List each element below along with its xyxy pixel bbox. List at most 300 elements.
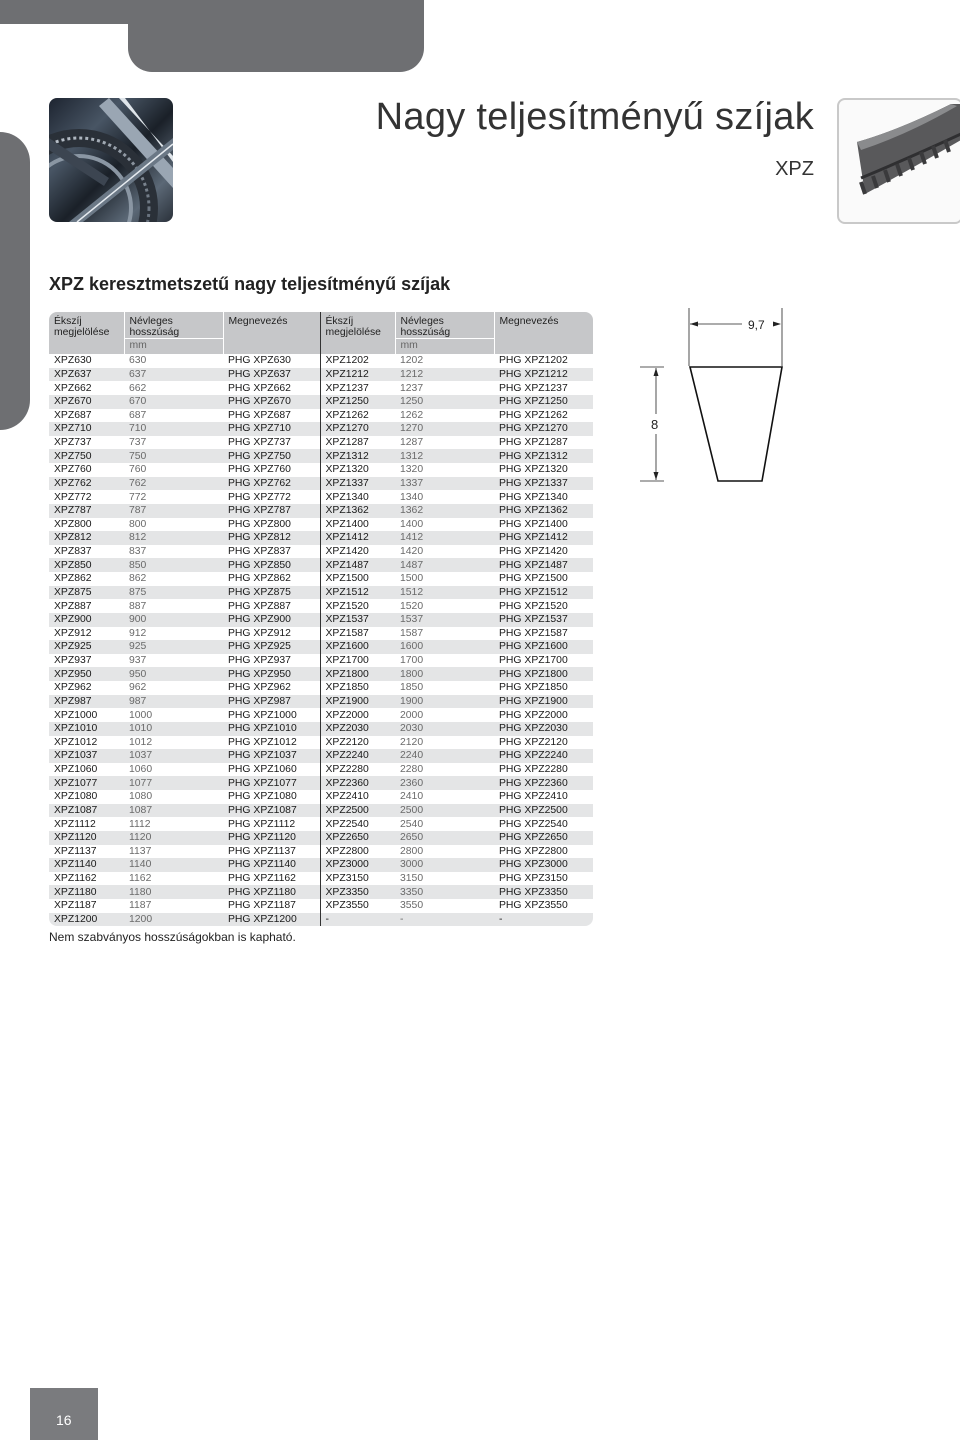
length-cell: 3350 xyxy=(395,885,494,899)
length-cell: 2030 xyxy=(395,722,494,736)
length-cell: 687 xyxy=(124,409,223,423)
name-cell: PHG XPZ1010 xyxy=(223,722,320,736)
page-number-box xyxy=(30,1388,98,1440)
name-cell: PHG XPZ800 xyxy=(223,518,320,532)
name-cell: PHG XPZ2650 xyxy=(494,831,593,845)
length-cell: 1600 xyxy=(395,640,494,654)
length-cell: 1202 xyxy=(395,354,494,368)
designation-cell: XPZ2030 xyxy=(320,722,395,736)
name-cell: PHG XPZ1187 xyxy=(223,899,320,913)
col-header-designation: Ékszíj megjelölése xyxy=(320,312,395,354)
name-cell: PHG XPZ2540 xyxy=(494,817,593,831)
name-cell: PHG XPZ637 xyxy=(223,368,320,382)
length-cell: 2240 xyxy=(395,749,494,763)
designation-cell: XPZ670 xyxy=(49,395,124,409)
designation-cell: XPZ2240 xyxy=(320,749,395,763)
designation-cell: XPZ787 xyxy=(49,504,124,518)
designation-cell: XPZ1337 xyxy=(320,477,395,491)
length-cell: 962 xyxy=(124,681,223,695)
table-row xyxy=(49,586,593,600)
length-cell: 1120 xyxy=(124,831,223,845)
col-header-unit: mm xyxy=(395,339,494,355)
designation-cell: XPZ1487 xyxy=(320,558,395,572)
name-cell: PHG XPZ1112 xyxy=(223,817,320,831)
table-row xyxy=(49,477,593,491)
length-cell: 925 xyxy=(124,640,223,654)
name-cell: PHG XPZ1140 xyxy=(223,858,320,872)
name-cell: PHG XPZ1250 xyxy=(494,395,593,409)
name-cell: PHG XPZ1212 xyxy=(494,368,593,382)
name-cell: PHG XPZ950 xyxy=(223,667,320,681)
name-cell: PHG XPZ772 xyxy=(223,490,320,504)
length-cell: 1320 xyxy=(395,463,494,477)
table-row xyxy=(49,831,593,845)
length-cell: 987 xyxy=(124,695,223,709)
designation-cell: XPZ710 xyxy=(49,422,124,436)
length-cell: 1112 xyxy=(124,817,223,831)
table-row xyxy=(49,749,593,763)
name-cell: PHG XPZ900 xyxy=(223,613,320,627)
designation-cell: XPZ1202 xyxy=(320,354,395,368)
name-cell: PHG XPZ1600 xyxy=(494,640,593,654)
length-cell: 1270 xyxy=(395,422,494,436)
designation-cell: XPZ962 xyxy=(49,681,124,695)
length-cell: 737 xyxy=(124,436,223,450)
length-cell: 2120 xyxy=(395,736,494,750)
length-cell: 2410 xyxy=(395,790,494,804)
name-cell: PHG XPZ1487 xyxy=(494,558,593,572)
designation-cell: XPZ2650 xyxy=(320,831,395,845)
designation-cell: XPZ1537 xyxy=(320,613,395,627)
length-cell: 2500 xyxy=(395,804,494,818)
length-cell: 1487 xyxy=(395,558,494,572)
table-row xyxy=(49,354,593,368)
name-cell: PHG XPZ1900 xyxy=(494,695,593,709)
table-row xyxy=(49,804,593,818)
name-cell: PHG XPZ1500 xyxy=(494,572,593,586)
name-cell: PHG XPZ787 xyxy=(223,504,320,518)
designation-cell: XPZ1362 xyxy=(320,504,395,518)
length-cell: 1000 xyxy=(124,708,223,722)
designation-cell: XPZ1012 xyxy=(49,736,124,750)
name-cell: - xyxy=(494,913,593,927)
table-row xyxy=(49,463,593,477)
designation-cell: XPZ3550 xyxy=(320,899,395,913)
length-cell: 670 xyxy=(124,395,223,409)
designation-cell: XPZ1900 xyxy=(320,695,395,709)
length-cell: 1400 xyxy=(395,518,494,532)
name-cell: PHG XPZ1520 xyxy=(494,599,593,613)
designation-cell: XPZ837 xyxy=(49,545,124,559)
table-row xyxy=(49,613,593,627)
length-cell: 2000 xyxy=(395,708,494,722)
name-cell: PHG XPZ2800 xyxy=(494,845,593,859)
length-cell: 800 xyxy=(124,518,223,532)
designation-cell: XPZ1500 xyxy=(320,572,395,586)
length-cell: 1587 xyxy=(395,627,494,641)
name-cell: PHG XPZ1270 xyxy=(494,422,593,436)
length-cell: 3150 xyxy=(395,872,494,886)
table-row xyxy=(49,667,593,681)
designation-cell: XPZ812 xyxy=(49,531,124,545)
name-cell: PHG XPZ2360 xyxy=(494,776,593,790)
designation-cell: XPZ950 xyxy=(49,667,124,681)
table-row xyxy=(49,695,593,709)
name-cell: PHG XPZ1587 xyxy=(494,627,593,641)
designation-cell: XPZ637 xyxy=(49,368,124,382)
name-cell: PHG XPZ962 xyxy=(223,681,320,695)
name-cell: PHG XPZ987 xyxy=(223,695,320,709)
designation-cell: - xyxy=(320,913,395,927)
designation-cell: XPZ2500 xyxy=(320,804,395,818)
name-cell: PHG XPZ1400 xyxy=(494,518,593,532)
table-row xyxy=(49,531,593,545)
table-row xyxy=(49,858,593,872)
designation-cell: XPZ1262 xyxy=(320,409,395,423)
length-cell: 3000 xyxy=(395,858,494,872)
length-cell: 1537 xyxy=(395,613,494,627)
designation-cell: XPZ1340 xyxy=(320,490,395,504)
designation-cell: XPZ762 xyxy=(49,477,124,491)
name-cell: PHG XPZ875 xyxy=(223,586,320,600)
designation-cell: XPZ1112 xyxy=(49,817,124,831)
designation-cell: XPZ3150 xyxy=(320,872,395,886)
designation-cell: XPZ937 xyxy=(49,654,124,668)
length-cell: 1237 xyxy=(395,381,494,395)
length-cell: 1187 xyxy=(124,899,223,913)
name-cell: PHG XPZ2120 xyxy=(494,736,593,750)
name-cell: PHG XPZ1077 xyxy=(223,776,320,790)
name-cell: PHG XPZ2240 xyxy=(494,749,593,763)
length-cell: 762 xyxy=(124,477,223,491)
length-cell: 1420 xyxy=(395,545,494,559)
designation-cell: XPZ1137 xyxy=(49,845,124,859)
table-row xyxy=(49,368,593,382)
table-row xyxy=(49,436,593,450)
table-row xyxy=(49,395,593,409)
designation-cell: XPZ630 xyxy=(49,354,124,368)
table-row xyxy=(49,817,593,831)
designation-cell: XPZ1700 xyxy=(320,654,395,668)
designation-cell: XPZ2540 xyxy=(320,817,395,831)
designation-cell: XPZ2360 xyxy=(320,776,395,790)
length-cell: 1010 xyxy=(124,722,223,736)
col-header-length: Névleges hosszúság xyxy=(124,312,223,339)
length-cell: 1212 xyxy=(395,368,494,382)
name-cell: PHG XPZ710 xyxy=(223,422,320,436)
table-row xyxy=(49,913,593,927)
table-row xyxy=(49,381,593,395)
name-cell: PHG XPZ1850 xyxy=(494,681,593,695)
name-cell: PHG XPZ1320 xyxy=(494,463,593,477)
designation-cell: XPZ1180 xyxy=(49,885,124,899)
length-cell: 750 xyxy=(124,449,223,463)
name-cell: PHG XPZ1000 xyxy=(223,708,320,722)
length-cell: 1037 xyxy=(124,749,223,763)
table-row xyxy=(49,790,593,804)
designation-cell: XPZ1187 xyxy=(49,899,124,913)
designation-cell: XPZ1270 xyxy=(320,422,395,436)
length-cell: 1700 xyxy=(395,654,494,668)
name-cell: PHG XPZ3350 xyxy=(494,885,593,899)
belt-product-image xyxy=(837,98,960,224)
length-cell: 710 xyxy=(124,422,223,436)
designation-cell: XPZ1237 xyxy=(320,381,395,395)
designation-cell: XPZ1587 xyxy=(320,627,395,641)
section-heading: XPZ keresztmetszetű nagy teljesítményű szíjak xyxy=(49,274,451,294)
designation-cell: XPZ1512 xyxy=(320,586,395,600)
name-cell: PHG XPZ837 xyxy=(223,545,320,559)
designation-cell: XPZ3350 xyxy=(320,885,395,899)
designation-cell: XPZ850 xyxy=(49,558,124,572)
col-header-designation: Ékszíj megjelölése xyxy=(49,312,124,354)
name-cell: PHG XPZ1420 xyxy=(494,545,593,559)
name-cell: PHG XPZ1180 xyxy=(223,885,320,899)
designation-cell: XPZ1287 xyxy=(320,436,395,450)
page-number: 16 xyxy=(56,1412,72,1428)
designation-cell: XPZ1320 xyxy=(320,463,395,477)
belt-drive-photo xyxy=(49,98,173,222)
length-cell: 1850 xyxy=(395,681,494,695)
name-cell: PHG XPZ2030 xyxy=(494,722,593,736)
length-cell: 1412 xyxy=(395,531,494,545)
designation-cell: XPZ2280 xyxy=(320,763,395,777)
name-cell: PHG XPZ2410 xyxy=(494,790,593,804)
length-cell: 900 xyxy=(124,613,223,627)
name-cell: PHG XPZ1412 xyxy=(494,531,593,545)
name-cell: PHG XPZ812 xyxy=(223,531,320,545)
footnote: Nem szabványos hosszúságokban is kapható. xyxy=(49,930,296,944)
length-cell: 1800 xyxy=(395,667,494,681)
table-row xyxy=(49,558,593,572)
length-cell: 1512 xyxy=(395,586,494,600)
length-cell: 1362 xyxy=(395,504,494,518)
name-cell: PHG XPZ1012 xyxy=(223,736,320,750)
designation-cell: XPZ1600 xyxy=(320,640,395,654)
designation-cell: XPZ3000 xyxy=(320,858,395,872)
designation-cell: XPZ1077 xyxy=(49,776,124,790)
name-cell: PHG XPZ2280 xyxy=(494,763,593,777)
name-cell: PHG XPZ1337 xyxy=(494,477,593,491)
length-cell: 875 xyxy=(124,586,223,600)
table-row xyxy=(49,722,593,736)
length-cell: 1520 xyxy=(395,599,494,613)
name-cell: PHG XPZ760 xyxy=(223,463,320,477)
length-cell: 1500 xyxy=(395,572,494,586)
designation-cell: XPZ1200 xyxy=(49,913,124,927)
designation-cell: XPZ662 xyxy=(49,381,124,395)
designation-cell: XPZ1010 xyxy=(49,722,124,736)
length-cell: 862 xyxy=(124,572,223,586)
designation-cell: XPZ1400 xyxy=(320,518,395,532)
designation-cell: XPZ1520 xyxy=(320,599,395,613)
length-cell: 1162 xyxy=(124,872,223,886)
name-cell: PHG XPZ1287 xyxy=(494,436,593,450)
name-cell: PHG XPZ630 xyxy=(223,354,320,368)
designation-cell: XPZ912 xyxy=(49,627,124,641)
name-cell: PHG XPZ2000 xyxy=(494,708,593,722)
name-cell: PHG XPZ1340 xyxy=(494,490,593,504)
table-row xyxy=(49,572,593,586)
name-cell: PHG XPZ1162 xyxy=(223,872,320,886)
length-cell: 1012 xyxy=(124,736,223,750)
length-cell: 760 xyxy=(124,463,223,477)
designation-cell: XPZ2800 xyxy=(320,845,395,859)
length-cell: 1250 xyxy=(395,395,494,409)
designation-cell: XPZ2410 xyxy=(320,790,395,804)
name-cell: PHG XPZ1262 xyxy=(494,409,593,423)
length-cell: 662 xyxy=(124,381,223,395)
page-subtitle: XPZ xyxy=(775,158,814,180)
table-row xyxy=(49,518,593,532)
length-cell: 2800 xyxy=(395,845,494,859)
page-title: Nagy teljesítményű szíjak xyxy=(375,96,814,138)
name-cell: PHG XPZ925 xyxy=(223,640,320,654)
designation-cell: XPZ1000 xyxy=(49,708,124,722)
name-cell: PHG XPZ2500 xyxy=(494,804,593,818)
name-cell: PHG XPZ912 xyxy=(223,627,320,641)
designation-cell: XPZ887 xyxy=(49,599,124,613)
name-cell: PHG XPZ3000 xyxy=(494,858,593,872)
designation-cell: XPZ1140 xyxy=(49,858,124,872)
length-cell: 772 xyxy=(124,490,223,504)
table-row xyxy=(49,422,593,436)
name-cell: PHG XPZ1800 xyxy=(494,667,593,681)
designation-cell: XPZ800 xyxy=(49,518,124,532)
length-cell: 1262 xyxy=(395,409,494,423)
length-cell: 1900 xyxy=(395,695,494,709)
length-cell: 1140 xyxy=(124,858,223,872)
length-cell: 1087 xyxy=(124,804,223,818)
table-row xyxy=(49,872,593,886)
name-cell: PHG XPZ1087 xyxy=(223,804,320,818)
name-cell: PHG XPZ1537 xyxy=(494,613,593,627)
table-row xyxy=(49,776,593,790)
col-header-name: Megnevezés xyxy=(223,312,320,354)
length-cell: 1340 xyxy=(395,490,494,504)
name-cell: PHG XPZ687 xyxy=(223,409,320,423)
name-cell: PHG XPZ1200 xyxy=(223,913,320,927)
belt-table xyxy=(49,312,593,926)
length-cell: 3550 xyxy=(395,899,494,913)
col-header-length: Névleges hosszúság xyxy=(395,312,494,339)
table-row xyxy=(49,681,593,695)
designation-cell: XPZ1037 xyxy=(49,749,124,763)
length-cell: - xyxy=(395,913,494,927)
designation-cell: XPZ1850 xyxy=(320,681,395,695)
length-cell: 630 xyxy=(124,354,223,368)
length-cell: 1312 xyxy=(395,449,494,463)
designation-cell: XPZ1087 xyxy=(49,804,124,818)
name-cell: PHG XPZ1037 xyxy=(223,749,320,763)
length-cell: 1287 xyxy=(395,436,494,450)
header-band xyxy=(0,0,128,24)
length-cell: 2360 xyxy=(395,776,494,790)
length-cell: 812 xyxy=(124,531,223,545)
width-dimension-label: 9,7 xyxy=(748,318,765,332)
designation-cell: XPZ862 xyxy=(49,572,124,586)
length-cell: 2650 xyxy=(395,831,494,845)
table-row xyxy=(49,736,593,750)
name-cell: PHG XPZ1362 xyxy=(494,504,593,518)
designation-cell: XPZ1080 xyxy=(49,790,124,804)
designation-cell: XPZ987 xyxy=(49,695,124,709)
designation-cell: XPZ737 xyxy=(49,436,124,450)
length-cell: 2540 xyxy=(395,817,494,831)
designation-cell: XPZ900 xyxy=(49,613,124,627)
designation-cell: XPZ1420 xyxy=(320,545,395,559)
length-cell: 1200 xyxy=(124,913,223,927)
length-cell: 887 xyxy=(124,599,223,613)
length-cell: 950 xyxy=(124,667,223,681)
designation-cell: XPZ750 xyxy=(49,449,124,463)
cross-section-diagram xyxy=(640,306,786,490)
name-cell: PHG XPZ3550 xyxy=(494,899,593,913)
name-cell: PHG XPZ3150 xyxy=(494,872,593,886)
designation-cell: XPZ1120 xyxy=(49,831,124,845)
name-cell: PHG XPZ762 xyxy=(223,477,320,491)
designation-cell: XPZ687 xyxy=(49,409,124,423)
table-row xyxy=(49,899,593,913)
table-row xyxy=(49,708,593,722)
designation-cell: XPZ760 xyxy=(49,463,124,477)
name-cell: PHG XPZ1202 xyxy=(494,354,593,368)
table-row xyxy=(49,845,593,859)
table-row xyxy=(49,654,593,668)
header-band-curve xyxy=(0,24,128,72)
col-header-name: Megnevezés xyxy=(494,312,593,354)
table-row xyxy=(49,490,593,504)
table-row xyxy=(49,545,593,559)
side-tab xyxy=(0,132,30,430)
name-cell: PHG XPZ1120 xyxy=(223,831,320,845)
name-cell: PHG XPZ887 xyxy=(223,599,320,613)
designation-cell: XPZ1800 xyxy=(320,667,395,681)
name-cell: PHG XPZ1237 xyxy=(494,381,593,395)
name-cell: PHG XPZ670 xyxy=(223,395,320,409)
table-row xyxy=(49,409,593,423)
table-row xyxy=(49,599,593,613)
designation-cell: XPZ875 xyxy=(49,586,124,600)
name-cell: PHG XPZ1060 xyxy=(223,763,320,777)
designation-cell: XPZ1162 xyxy=(49,872,124,886)
length-cell: 1337 xyxy=(395,477,494,491)
length-cell: 1180 xyxy=(124,885,223,899)
length-cell: 837 xyxy=(124,545,223,559)
table-row xyxy=(49,885,593,899)
name-cell: PHG XPZ862 xyxy=(223,572,320,586)
name-cell: PHG XPZ1137 xyxy=(223,845,320,859)
col-header-unit: mm xyxy=(124,339,223,355)
designation-cell: XPZ2000 xyxy=(320,708,395,722)
name-cell: PHG XPZ1080 xyxy=(223,790,320,804)
designation-cell: XPZ772 xyxy=(49,490,124,504)
designation-cell: XPZ2120 xyxy=(320,736,395,750)
name-cell: PHG XPZ937 xyxy=(223,654,320,668)
length-cell: 937 xyxy=(124,654,223,668)
designation-cell: XPZ1312 xyxy=(320,449,395,463)
name-cell: PHG XPZ1700 xyxy=(494,654,593,668)
table-row xyxy=(49,763,593,777)
length-cell: 850 xyxy=(124,558,223,572)
name-cell: PHG XPZ737 xyxy=(223,436,320,450)
length-cell: 1077 xyxy=(124,776,223,790)
designation-cell: XPZ1412 xyxy=(320,531,395,545)
table-row xyxy=(49,449,593,463)
height-dimension-label: 8 xyxy=(651,417,659,432)
table-row xyxy=(49,627,593,641)
length-cell: 637 xyxy=(124,368,223,382)
